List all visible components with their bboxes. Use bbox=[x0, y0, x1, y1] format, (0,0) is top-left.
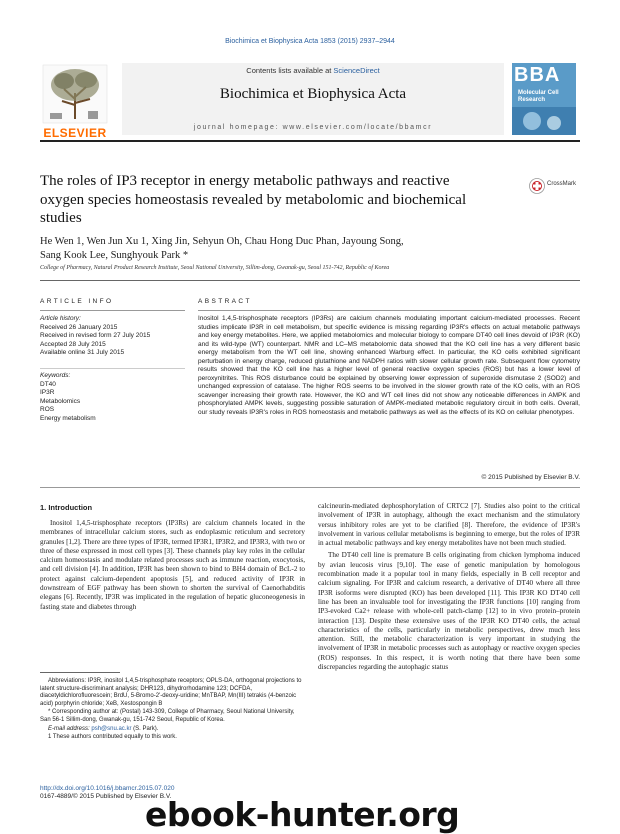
cover-subtitle: Molecular Cell Research bbox=[518, 90, 559, 103]
author-line-1: He Wen 1, Wen Jun Xu 1, Xing Jin, Sehyun Oh, Chau Hong Duc Phan, Jayoung Song, bbox=[40, 236, 404, 247]
abstract-heading: ABSTRACT bbox=[198, 298, 252, 305]
keyword-item: DT40 bbox=[40, 380, 56, 388]
author-line-2: Sang Kook Lee, Sunghyouk Park * bbox=[40, 249, 189, 261]
email-label: E-mail address: bbox=[48, 725, 92, 732]
header-rule bbox=[40, 140, 580, 142]
keyword-item: ROS bbox=[40, 406, 55, 413]
history-received: Received 26 January 2015 bbox=[40, 323, 118, 331]
elsevier-logo-text: ELSEVIER bbox=[43, 126, 107, 140]
article-info-rule bbox=[40, 310, 185, 311]
crossmark-label: CrossMark bbox=[547, 181, 577, 187]
email-link[interactable]: psh@snu.ac.kr bbox=[91, 725, 132, 732]
keyword-item: IP3R bbox=[40, 389, 55, 396]
footnotes bbox=[40, 678, 305, 743]
keyword-item: Metabolomics bbox=[40, 397, 81, 405]
crossmark-badge[interactable] bbox=[529, 177, 575, 200]
footnote-corresponding: * Corresponding author at: (Postal) 143-309, College of Pharmacy, Seoul National University, San 56-1 Sillim-dong, Gwanak-gu, 151-742 Seoul, Republic of Korea. bbox=[40, 709, 295, 723]
contents-prefix: Contents lists available at bbox=[246, 66, 334, 75]
abstract-text: Inositol 1,4,5-trisphosphate receptors (IP3Rs) are calcium channels modulating important calcium-mediated processes. Recent studies implicate IP3R in cell metabolism, but specific evidence is missing regarding IP3R's effects on actual metabolic pathways and key energy metabolites. Here, we applied metabolomics and molecular biology to compare DT40 cell lines devoid of IP3R (KO) and its wild-type (WT) counterpart. NMR and LC–MS metabolomic data showed that the KO cell line has a very different basic energy metabolism from the WT cell line, showing enhanced Warburg effect. In particular, the KO cells exhibited significant perturbation in energy charge, reduced glutathione and NADPH ratios with slower cellular growth rate. Subsequent flow cytometry results showed that the KO cell line has a higher level of general reactive oxygen species (ROS) but has a lower level of peroxynitrites. This ROS disturbance could be explained by observing lower expression of superoxide dismutase 2 (SOD2) and unchanged expression of catalase. The higher ROS seems to be involved in the slower growth rate of the KO cells, with an ROS scavenger increasing their growth rate. However, the KO and WT cell lines did not show any noticeable differences in AMPK and phosphorylated AMPK levels, suggesting possible saturation of AMPK-mediated metabolic regulatory circuit in both cells. Overall, our study reveals IP3R's roles in ROS homeostasis and metabolic pathways as well as the effects of its KO on cellular phenotypes. bbox=[198, 315, 580, 416]
keywords-label: Keywords: bbox=[40, 372, 71, 379]
body-paragraph: The DT40 cell line is premature B cells originating from chicken lymphoma induced by avian leucosis virus [9,10]. The ease of genetic manipulation by homologous recombination made it a popular tool in many fields, especially in B cell receptor and calcium signaling. For IP3R and calcium research, a derivative of DT40 where all three IP3R isoforms were disrupted (KO) has been developed [11]. This IP3R KO DT40 cell line has been an invaluable tool for investigating the IP3R functions [10] ranging from IP3-evoked Ca2+ release with whole-cell patch-clamp [12] to in vivo protein–protein interaction [13]. Despite these extensive uses of the IP3R KO DT40 cells, the actual characteristics of the cells, particularly in metabolic perspectives, drew much less attention. Still, the metabolic characterization is very important in studying the involvement of IP3R in metabolic processes such as autophagy or reactive oxygen species (ROS) responses. In this respect, it is worth noting that there have been some discrepancies regarding the autophagic status bbox=[318, 551, 580, 672]
cover-title: BBA bbox=[514, 64, 561, 86]
affiliation: College of Pharmacy, Natural Product Research Institute, Seoul National University, Sillim-dong, Gwanak-gu, Seoul 151-742, Republic of Korea bbox=[40, 265, 390, 271]
journal-title: Biochimica et Biophysica Acta bbox=[219, 86, 407, 102]
article-title-text: The roles of IP3 receptor in energy metabolic pathways and reactive oxygen species homeostasis revealed by metabolomic and biochemical studies bbox=[40, 173, 467, 226]
abstract-copyright: © 2015 Published by Elsevier B.V. bbox=[481, 474, 580, 481]
footnote-abbreviations: Abbreviations: IP3R, inositol 1,4,5-trisphosphate receptors; OPLS-DA, orthogonal projections to latent structure-discriminant analysis; DHR123, dihydrorhodamine 123; DCFDA, diacetyldichlorofluorescein; BrdU, 5-Bromo-2'-deoxy-uridine; MnTBAP, Mn(III) tetrakis (4-benzoic acid) porphyrin chloride; XeB, Xestospongin B bbox=[40, 678, 302, 707]
author-list bbox=[40, 235, 500, 262]
abstract-rule bbox=[198, 310, 580, 311]
keywords bbox=[40, 372, 185, 423]
body-paragraph: calcineurin-mediated dephosphorylation of CRTC2 [7]. Studies also point to the critical involvement of IP3R in autophagy, although the exact mechanism and the stimulatory versus inhibitory roles are yet to be clarified [8]. Therefore, the evidence of IP3R's involvement in various cellular metabolisms is beginning to emerge, but the roles of IP3R in actual metabolic pathways and key energy metabolites have not been much studied. bbox=[318, 502, 580, 548]
journal-homepage[interactable]: journal homepage: www.elsevier.com/locate/bbamcr bbox=[193, 124, 433, 131]
article-history bbox=[40, 315, 185, 358]
history-label: Article history: bbox=[40, 315, 81, 322]
abstract-bottom-rule bbox=[40, 487, 580, 488]
doi-link[interactable]: http://dx.doi.org/10.1016/j.bbamcr.2015.07.020 bbox=[40, 785, 175, 792]
footnote-email bbox=[40, 726, 305, 734]
contents-line bbox=[122, 66, 504, 75]
article-info-heading: ARTICLE INFO bbox=[40, 298, 114, 305]
history-online: Available online 31 July 2015 bbox=[40, 349, 125, 356]
email-suffix: (S. Park). bbox=[131, 725, 159, 732]
sciencedirect-link[interactable]: ScienceDirect bbox=[333, 66, 380, 75]
body-right-column bbox=[318, 502, 580, 675]
footnote-equal-contribution: 1 These authors contributed equally to this work. bbox=[48, 734, 177, 741]
section-heading-introduction: 1. Introduction bbox=[40, 503, 93, 512]
keywords-rule bbox=[40, 368, 185, 369]
title-rule bbox=[40, 280, 580, 281]
elsevier-tree-logo bbox=[40, 63, 110, 135]
watermark-text: ebook-hunter.org bbox=[145, 795, 460, 834]
history-revised: Received in revised form 27 July 2015 bbox=[40, 332, 151, 339]
body-left-paragraph: Inositol 1,4,5-trisphosphate receptors (IP3Rs) are calcium channels located in the membranes of intracellular calcium stores, such as endoplasmic reticulum and secretory granules [1,2]. There are three types of IP3R, termed IP3R1, IP3R2, and IP3R3, with two or three of these expressed in most cell types [3]. These channels play key roles in the cellular calcium homeostasis and modulate related processes such as immune reaction, exocytosis, and cell division [4]. In addition, IP3R has been shown to bind to BH4 domain of BcL-2 to protect against calcium-dependent apoptosis [5], and reduced activity of IP3R in downstream of EGF pathway has been shown to shorten the survival of Caenorhabditis elegans [6]. Recently, IP3R was implicated in the regulation of hepatic gluconeogenesis in fasting state and diabetes through bbox=[40, 519, 305, 611]
article-title bbox=[40, 172, 480, 228]
footnote-rule bbox=[40, 672, 120, 673]
issn-line: 0167-4889/© 2015 Published by Elsevier B.V. bbox=[40, 793, 172, 800]
journal-citation[interactable]: Biochimica et Biophysica Acta 1853 (2015) 2937–2944 bbox=[225, 38, 395, 45]
history-accepted: Accepted 28 July 2015 bbox=[40, 340, 106, 348]
keyword-item: Energy metabolism bbox=[40, 414, 96, 422]
